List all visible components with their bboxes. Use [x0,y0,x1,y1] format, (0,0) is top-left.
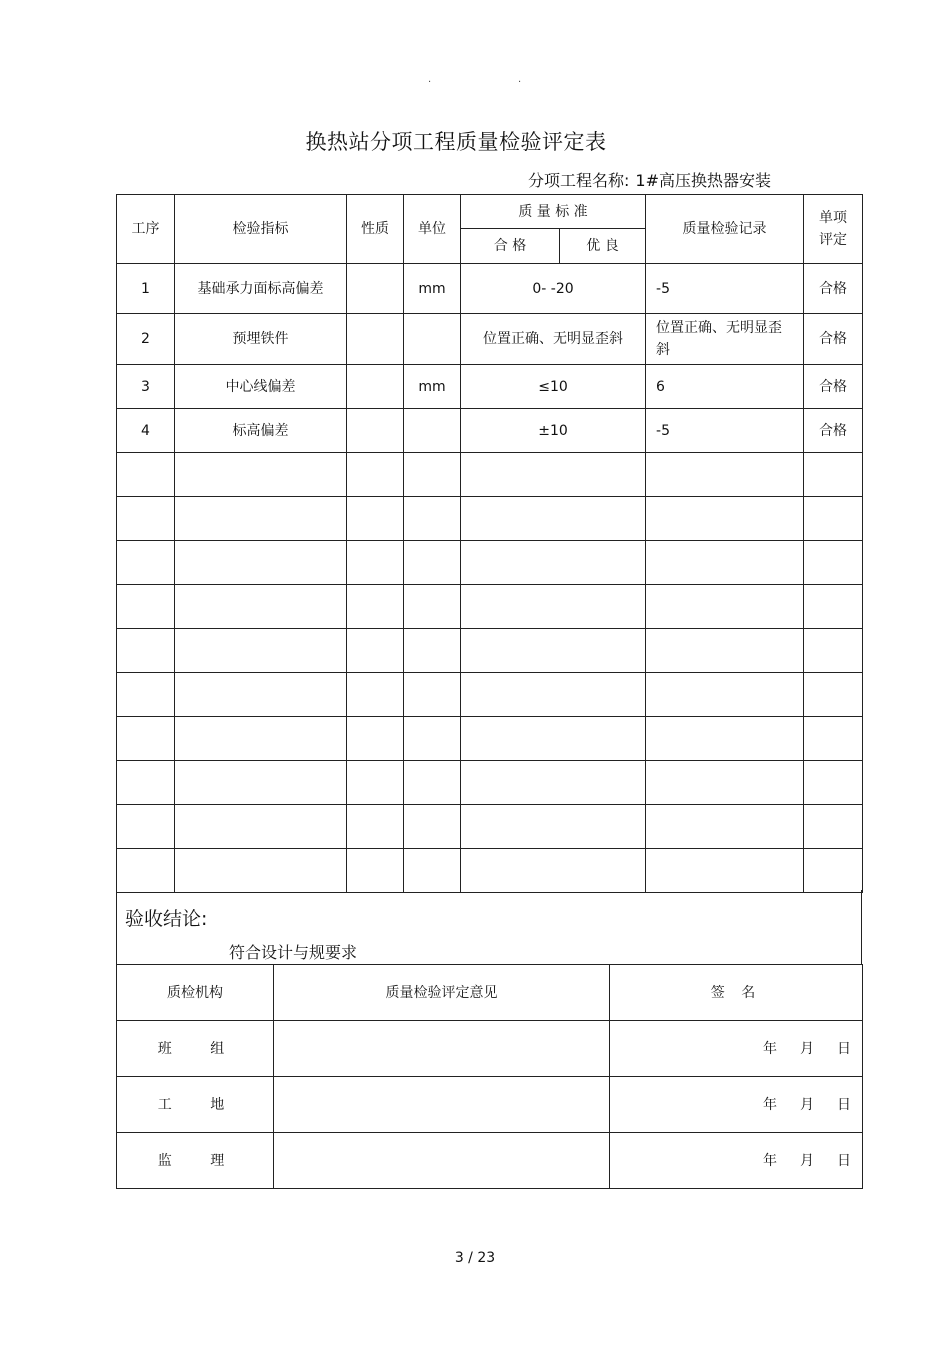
empty-row [117,585,863,629]
cell-unit [404,409,461,453]
empty-cell [347,849,404,893]
empty-cell [804,805,863,849]
date-month-label: 月 [800,1096,815,1113]
empty-cell [646,629,804,673]
empty-cell [461,717,646,761]
empty-cell [404,717,461,761]
empty-cell [347,673,404,717]
empty-cell [175,805,347,849]
cell-record: -5 [646,264,804,314]
empty-cell [347,717,404,761]
empty-cell [175,717,347,761]
header-nature: 性质 [347,195,404,264]
cell-indicator: 标高偏差 [175,409,347,453]
empty-cell [804,497,863,541]
empty-cell [175,673,347,717]
empty-cell [347,629,404,673]
date-month-label: 月 [800,1040,815,1057]
header-opinion: 质量检验评定意见 [274,965,610,1021]
cell-record: 位置正确、无明显歪斜 [646,314,804,365]
date-day-label: 日 [837,1096,852,1113]
empty-cell [646,717,804,761]
empty-cell [404,585,461,629]
empty-cell [404,849,461,893]
opinion-cell [274,1133,610,1189]
cell-standard: 0- -20 [461,264,646,314]
date-year-label: 年 [763,1040,778,1057]
project-name: 1#高压换热器安装 [635,171,771,190]
empty-cell [461,453,646,497]
empty-cell [646,541,804,585]
cell-rating: 合格 [804,314,863,365]
cell-indicator: 基础承力面标高偏差 [175,264,347,314]
table-row [117,365,863,409]
cell-standard: 位置正确、无明显歪斜 [461,314,646,365]
empty-cell [117,673,175,717]
date-year-label: 年 [763,1152,778,1169]
date-cell [610,1077,863,1133]
empty-cell [175,585,347,629]
empty-cell [804,849,863,893]
empty-cell [804,453,863,497]
header-excellent: 优 良 [560,229,646,264]
org-name: 工 地 [117,1077,274,1133]
opinion-cell [274,1021,610,1077]
empty-cell [175,849,347,893]
inspection-table [116,194,863,893]
empty-cell [646,761,804,805]
table-header-row [117,195,863,229]
empty-cell [461,541,646,585]
empty-cell [117,717,175,761]
header-dot: . [518,74,522,85]
empty-row [117,805,863,849]
cell-rating: 合格 [804,409,863,453]
signature-row [117,1021,863,1077]
empty-row [117,541,863,585]
empty-row [117,673,863,717]
empty-cell [804,761,863,805]
org-name: 监 理 [117,1133,274,1189]
cell-unit [404,314,461,365]
empty-cell [404,629,461,673]
acceptance-conclusion [116,890,862,964]
header-dot: . [428,74,432,85]
empty-cell [175,497,347,541]
page-title: 换热站分项工程质量检验评定表 [305,130,607,154]
date-month-label: 月 [800,1152,815,1169]
empty-cell [117,453,175,497]
cell-nature [347,314,404,365]
empty-cell [347,453,404,497]
empty-cell [117,585,175,629]
cell-step: 2 [117,314,175,365]
cell-nature [347,409,404,453]
empty-cell [804,629,863,673]
empty-cell [646,849,804,893]
empty-row [117,629,863,673]
cell-indicator: 中心线偏差 [175,365,347,409]
cell-standard: ±10 [461,409,646,453]
header-standard: 质 量 标 准 [461,195,646,229]
header-qualified: 合 格 [461,229,560,264]
table-row [117,314,863,365]
empty-cell [175,761,347,805]
cell-step: 4 [117,409,175,453]
empty-row [117,761,863,805]
page-number: 3 / 23 [454,1250,496,1266]
empty-cell [347,585,404,629]
empty-cell [461,497,646,541]
table-row [117,264,863,314]
empty-cell [117,805,175,849]
date-day-label: 日 [837,1040,852,1057]
conclusion-value: 符合设计与规要求 [229,943,358,962]
signature-body [117,1021,863,1189]
cell-nature [347,264,404,314]
signature-header-row [117,965,863,1021]
signature-row [117,1133,863,1189]
empty-cell [404,497,461,541]
empty-cell [117,541,175,585]
empty-cell [347,761,404,805]
empty-cell [461,629,646,673]
cell-step: 1 [117,264,175,314]
conclusion-label: 验收结论: [125,908,208,930]
empty-cell [646,453,804,497]
empty-cell [804,541,863,585]
empty-cell [646,497,804,541]
empty-cell [404,673,461,717]
empty-cell [404,453,461,497]
cell-rating: 合格 [804,264,863,314]
cell-record: 6 [646,365,804,409]
empty-row [117,849,863,893]
empty-cell [117,761,175,805]
empty-cell [175,453,347,497]
date-day-label: 日 [837,1152,852,1169]
empty-row [117,497,863,541]
cell-record: -5 [646,409,804,453]
empty-cell [804,673,863,717]
date-cell [610,1133,863,1189]
signature-row [117,1077,863,1133]
cell-indicator: 预埋铁件 [175,314,347,365]
project-label: 分项工程名称: [528,171,630,190]
header-rating: 单项评定 [804,195,863,264]
date-year-label: 年 [763,1096,778,1113]
empty-cell [646,805,804,849]
signature-table [116,964,863,1189]
empty-cell [461,761,646,805]
header-step: 工序 [117,195,175,264]
empty-row [117,717,863,761]
empty-cell [117,629,175,673]
table-row [117,409,863,453]
org-name: 班 组 [117,1021,274,1077]
cell-rating: 合格 [804,365,863,409]
cell-standard: ≤10 [461,365,646,409]
cell-unit: mm [404,365,461,409]
table-body [117,264,863,893]
empty-cell [117,497,175,541]
empty-cell [646,673,804,717]
empty-cell [461,585,646,629]
empty-cell [347,497,404,541]
empty-cell [804,585,863,629]
cell-nature [347,365,404,409]
header-sign: 签 名 [610,965,863,1021]
empty-cell [175,629,347,673]
empty-cell [461,805,646,849]
empty-cell [461,673,646,717]
empty-cell [404,805,461,849]
empty-row [117,453,863,497]
date-cell [610,1021,863,1077]
project-subtitle [528,168,777,191]
header-org: 质检机构 [117,965,274,1021]
empty-cell [804,717,863,761]
empty-cell [347,541,404,585]
header-unit: 单位 [404,195,461,264]
empty-cell [404,541,461,585]
header-indicator: 检验指标 [175,195,347,264]
cell-step: 3 [117,365,175,409]
empty-cell [175,541,347,585]
empty-cell [117,849,175,893]
cell-unit: mm [404,264,461,314]
empty-cell [461,849,646,893]
opinion-cell [274,1077,610,1133]
empty-cell [646,585,804,629]
empty-cell [404,761,461,805]
header-record: 质量检验记录 [646,195,804,264]
empty-cell [347,805,404,849]
